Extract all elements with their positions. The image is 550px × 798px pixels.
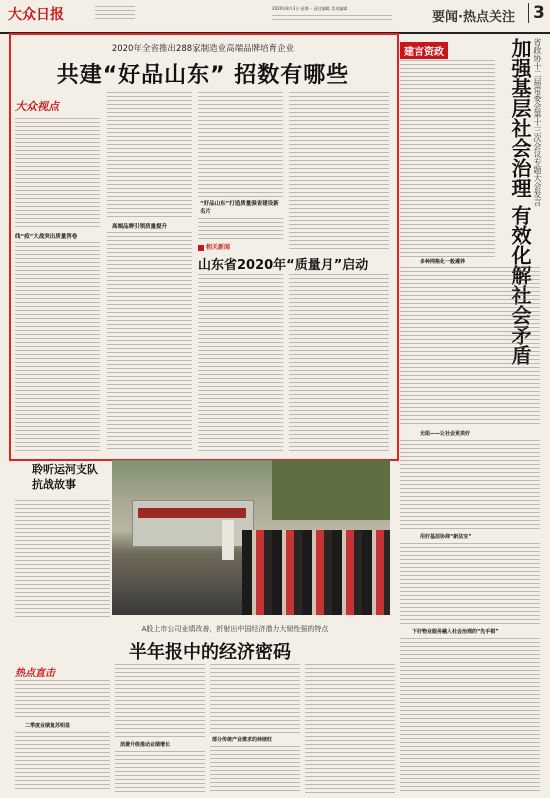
right-side-text: 省政协十二届常委会第十三次会议专题大会发言 [533,38,542,206]
main-sub2: 高端品牌引领质量提升 [112,224,168,230]
main-sub3: “好品山东”打造质量强省建设新名片 [200,201,279,215]
second-col-c2 [210,746,300,793]
hot-tag-label: 热点直击 [15,668,55,679]
second-col-b [115,664,205,739]
right-tag: 建言资政 [400,42,448,59]
section-label: 要闻 [432,10,459,25]
viewpoint-label: 大众视点 [15,100,59,113]
main-col-1b [15,242,100,452]
side-headline: 山东省2020年“质量月”启动 [198,258,369,273]
photo-speaker [222,520,234,560]
second-sub3: 部分传统产业需求的持续旺 [212,737,273,743]
second-headline-2: 半年报中的经济密码 [129,642,291,663]
photo-trees [272,460,390,520]
side-col-1 [198,274,283,452]
masthead [0,0,550,34]
right-col-2 [400,267,540,427]
main-col-1 [15,118,100,230]
photo-children [242,530,390,615]
second-col-c [210,664,300,734]
second-col-b2 [115,751,205,793]
right-sub2: 无组——让社会更美好 [420,431,471,437]
second-col-d [305,664,395,793]
viewpoint-tag [15,95,95,111]
logo-text: 大众日报 [8,7,64,23]
right-sub1: 多种网格化一般遵养 [420,259,466,265]
right-headline: 加强基层社会治理 有效化解社会矛盾 [508,38,532,365]
main-headline: 共建“好品山东” 招数有哪些 [56,63,350,88]
news-tag-label: 相关新闻 [206,244,231,251]
second-col-a [15,680,110,720]
right-col-4 [400,543,540,625]
date-line-2 [272,15,392,21]
second-headline: 聆听运河支队 抗战故事 [32,463,98,491]
main-sub1: 线“疫”大战突出质量答卷 [15,234,78,240]
right-col-3 [400,440,540,530]
news-tag-icon [198,245,204,251]
second-lead: A股上市公司业绩改善，折射出中国经济潜力大韧性强的特点 [141,625,329,633]
section-title [432,6,515,25]
second-col-1 [15,500,110,620]
main-col-3b [198,218,283,240]
hot-tag [15,664,55,679]
page-number: 3 [528,3,545,23]
column-label: 热点关注 [462,10,515,25]
main-kicker: 2020年全省推出288家制造业高端品牌培育企业 [111,44,295,54]
date-line: 2020年8月3日 星期一 责任编辑 美术编辑 [272,6,348,11]
section-dot: · [458,10,463,25]
main-col-2b [107,232,192,452]
second-col-a2 [15,732,110,792]
right-sub4: 下好物业服务融入社会治理的“先手棋” [412,629,499,635]
main-col-4 [289,92,389,252]
main-col-2 [107,92,192,220]
main-col-3 [198,92,283,197]
second-sub2: 消费升级推动业绩增长 [120,742,171,748]
right-sub3: 用好基层协商“新法宝” [420,534,472,540]
logo [8,4,64,24]
second-sub1: 二季度业绩复苏明显 [25,723,71,729]
right-col-5 [400,638,540,793]
logo-subtext [95,6,135,22]
photo-banner [138,508,246,518]
news-tag [198,242,230,251]
right-col-1 [400,60,495,210]
side-col-2 [289,274,389,452]
right-col-1b [400,212,495,257]
photo-main [112,460,390,615]
